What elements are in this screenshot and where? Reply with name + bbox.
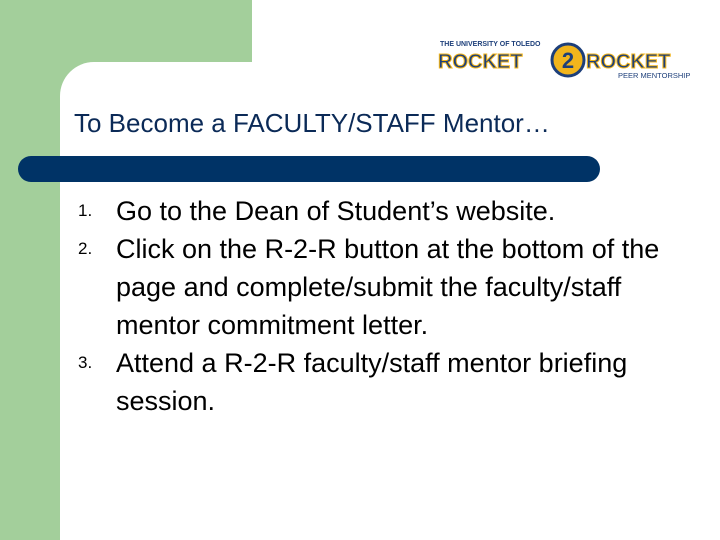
list-item: [74, 344, 704, 420]
rocket-2-rocket-logo: [436, 38, 698, 82]
list-item: [74, 230, 704, 344]
logo-university-text: THE UNIVERSITY OF TOLEDO: [440, 41, 541, 48]
list-item-text: Click on the R-2-R button at the bottom of the page and complete/submit the faculty/staff mentor commitment letter.: [116, 234, 660, 340]
logo-right-word: ROCKET: [586, 51, 671, 73]
logo-middle-number: 2: [561, 48, 575, 73]
logo-left-word: ROCKET: [438, 51, 523, 73]
list-item-text: Attend a R-2-R faculty/staff mentor briefing session.: [116, 348, 628, 416]
list-item-text: Go to the Dean of Student’s website.: [116, 196, 556, 226]
list-item-number: 3.: [78, 353, 93, 372]
slide-title: To Become a FACULTY/STAFF Mentor…: [74, 108, 550, 138]
list-item: [74, 192, 704, 230]
steps-list: [74, 192, 704, 420]
list-item-number: 1.: [78, 201, 93, 220]
logo-peer-mentorship-text: PEER MENTORSHIP: [618, 71, 691, 80]
title-divider-bar: [18, 156, 600, 182]
list-item-number: 2.: [78, 239, 93, 258]
